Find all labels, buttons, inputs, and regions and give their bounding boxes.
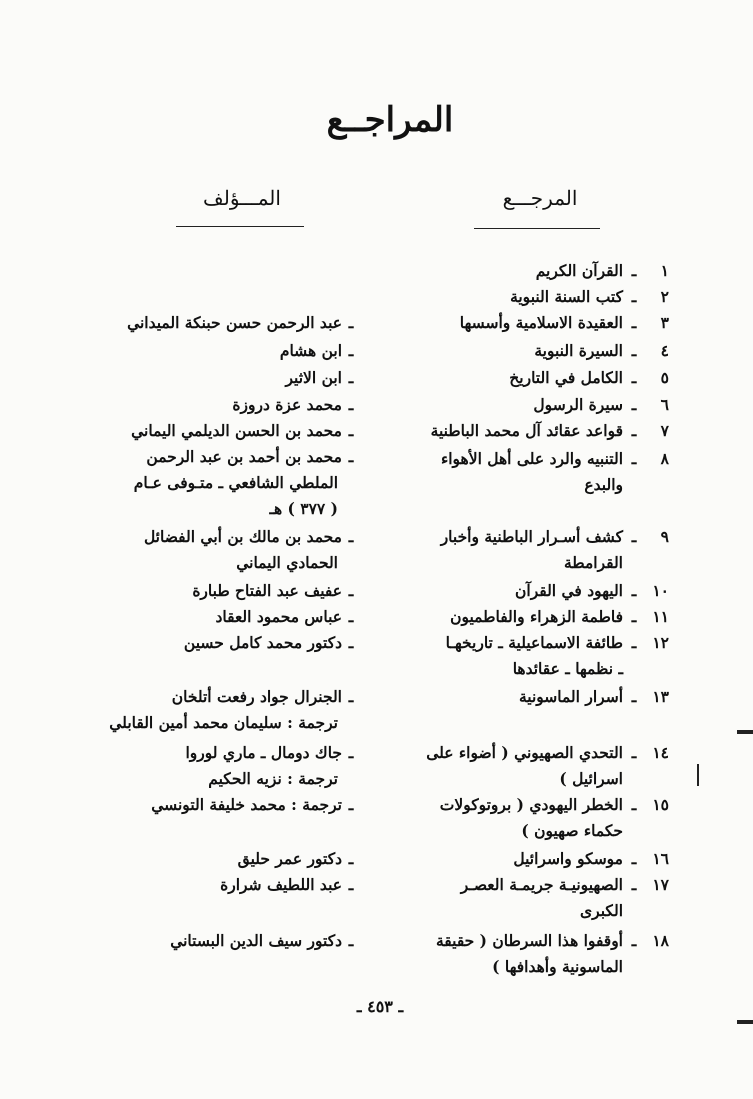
ref-title: كتب السنة النبوية	[510, 287, 623, 306]
author-name: دكتور سيف الدين البستاني	[170, 931, 342, 950]
page-number: ـ ٤٥٣ ـ	[356, 997, 404, 1016]
ref-title: اليهود في القرآن	[515, 581, 623, 600]
author-entry-16	[100, 846, 360, 872]
author-name: محمد عزة دروزة	[232, 395, 342, 414]
reference-entry-7	[399, 418, 669, 444]
author-name: الجنرال جواد رفعت أتلخان	[171, 687, 342, 706]
author-dash: ـ	[348, 795, 354, 814]
reference-entry-12	[399, 630, 669, 682]
ref-number: ١٠	[652, 581, 669, 600]
author-entry-10	[100, 578, 360, 604]
reference-entry-8	[399, 446, 669, 498]
reference-entry-17	[399, 872, 669, 924]
ref-dash: ـ	[631, 581, 637, 600]
reference-entry-16	[399, 846, 669, 872]
author-dash: ـ	[348, 395, 354, 414]
ref-dash: ـ	[631, 395, 637, 414]
ref-title-continued: حكماء صهيون )	[521, 821, 623, 840]
ref-title: الكامل في التاريخ	[509, 368, 623, 387]
ref-title: قواعد عقائد آل محمد الباطنية	[430, 421, 623, 440]
author-name-continued: الملطي الشافعي ـ متـوفى عـام	[133, 473, 338, 492]
page-title: المراجــع	[326, 100, 454, 140]
reference-column-header: المرجـــع	[502, 186, 578, 210]
ref-number: ٤	[660, 341, 669, 360]
ref-title: أوقفوا هذا السرطان ( حقيقة	[436, 931, 623, 950]
ref-number: ٣	[660, 313, 669, 332]
author-name: عفيف عبد الفتاح طبارة	[192, 581, 342, 600]
author-name: محمد بن أحمد بن عبد الرحمن	[146, 447, 342, 466]
ref-title: الخطر اليهودي ( بروتوكولات	[439, 795, 623, 814]
author-entry-3	[100, 310, 360, 336]
ref-number: ٨	[660, 449, 669, 468]
author-name: محمد بن مالك بن أبي الفضائل	[143, 527, 342, 546]
author-name: ابن هشام	[279, 341, 342, 360]
ref-number: ١٥	[652, 795, 669, 814]
ref-dash: ـ	[631, 875, 637, 894]
ref-dash: ـ	[631, 421, 637, 440]
ref-title-continued: القرامطة	[563, 553, 623, 572]
reference-entry-5	[399, 365, 669, 391]
author-name: دكتور محمد كامل حسين	[183, 633, 342, 652]
author-column-header: المـــؤلف	[203, 186, 281, 210]
ref-dash: ـ	[631, 449, 637, 468]
author-dash: ـ	[348, 931, 354, 950]
author-dash: ـ	[348, 421, 354, 440]
ref-number: ٥	[660, 368, 669, 387]
author-entry-17	[100, 872, 360, 898]
ref-dash: ـ	[631, 261, 637, 280]
ref-number: ١٦	[652, 849, 669, 868]
author-name: جاك دومال ـ ماري لوروا	[185, 743, 342, 762]
author-entry-11	[100, 604, 360, 630]
author-dash: ـ	[348, 368, 354, 387]
reference-entry-2	[399, 284, 669, 310]
author-entry-5	[100, 365, 360, 391]
ref-dash: ـ	[631, 607, 637, 626]
author-entry-8	[100, 444, 360, 522]
ref-title-continued: والبدع	[584, 475, 623, 494]
ref-title-continued: الماسونية وأهدافها )	[492, 957, 623, 976]
ref-title: الصهيونيـة جريمـة العصـر	[460, 875, 623, 894]
author-name: ابن الاثير	[285, 368, 342, 387]
author-dash: ـ	[348, 313, 354, 332]
ref-dash: ـ	[631, 287, 637, 306]
ref-title: السيرة النبوية	[534, 341, 623, 360]
reference-entry-3	[399, 310, 669, 336]
author-entry-14	[100, 740, 360, 792]
author-dash: ـ	[348, 527, 354, 546]
author-header-underline	[176, 226, 304, 227]
reference-entry-18	[399, 928, 669, 980]
author-dash: ـ	[348, 687, 354, 706]
reference-entry-4	[399, 338, 669, 364]
scan-edge-mark	[737, 1020, 753, 1024]
ref-title: فاطمة الزهراء والفاطميون	[450, 607, 623, 626]
ref-dash: ـ	[631, 633, 637, 652]
author-dash: ـ	[348, 447, 354, 466]
ref-title: العقيدة الاسلامية وأسسها	[459, 313, 623, 332]
reference-entry-15	[399, 792, 669, 844]
ref-dash: ـ	[631, 795, 637, 814]
scan-edge-mark	[737, 730, 753, 734]
ref-title: موسكو واسرائيل	[513, 849, 623, 868]
ref-number: ١٨	[652, 931, 669, 950]
ref-number: ٢	[660, 287, 669, 306]
ref-title: كشف أسـرار الباطنية وأخبار	[440, 527, 623, 546]
ref-title-continued: اسرائيل )	[559, 769, 623, 788]
ref-dash: ـ	[631, 931, 637, 950]
author-entry-4	[100, 338, 360, 364]
author-entry-12	[100, 630, 360, 656]
ref-title: سيرة الرسول	[533, 395, 623, 414]
ref-title: طائفة الاسماعيلية ـ تاريخهـا	[445, 633, 623, 652]
author-death-year: ( ٣٧٧ ) هـ	[269, 499, 338, 518]
ref-title: القرآن الكريم	[535, 261, 623, 280]
ref-dash: ـ	[631, 687, 637, 706]
author-entry-9	[100, 524, 360, 576]
ref-number: ١٧	[652, 875, 669, 894]
ref-dash: ـ	[631, 743, 637, 762]
author-entry-7	[100, 418, 360, 444]
author-name: محمد بن الحسن الديلمي اليماني	[131, 421, 342, 440]
reference-entry-9	[399, 524, 669, 576]
reference-entry-1	[399, 258, 669, 284]
reference-header-underline	[474, 228, 600, 229]
ref-dash: ـ	[631, 368, 637, 387]
author-dash: ـ	[348, 875, 354, 894]
reference-entry-11	[399, 604, 669, 630]
ref-title: أسرار الماسونية	[518, 687, 623, 706]
author-name: ترجمة : محمد خليفة التونسي	[151, 795, 342, 814]
translator-line: ترجمة : نزيه الحكيم	[208, 769, 338, 788]
scan-stray-mark	[697, 764, 699, 786]
author-entry-6	[100, 392, 360, 418]
author-entry-18	[100, 928, 360, 954]
ref-title-continued: ـ نظمها ـ عقائدها	[512, 659, 623, 678]
reference-entry-13	[399, 684, 669, 710]
author-name: عباس محمود العقاد	[215, 607, 342, 626]
reference-entry-6	[399, 392, 669, 418]
author-name: دكتور عمر حليق	[237, 849, 342, 868]
ref-dash: ـ	[631, 849, 637, 868]
ref-number: ١٤	[652, 743, 669, 762]
reference-entry-14	[399, 740, 669, 792]
author-entry-15	[100, 792, 360, 818]
ref-title: التنبيه والرد على أهل الأهواء	[440, 449, 623, 468]
ref-number: ١١	[652, 607, 669, 626]
ref-number: ١	[660, 261, 669, 280]
author-name: عبد الرحمن حسن حبنكة الميداني	[127, 313, 342, 332]
author-dash: ـ	[348, 607, 354, 626]
reference-entry-10	[399, 578, 669, 604]
author-dash: ـ	[348, 341, 354, 360]
translator-line: ترجمة : سليمان محمد أمين القابلي	[109, 713, 338, 732]
author-dash: ـ	[348, 581, 354, 600]
ref-title: التحدي الصهيوني ( أضواء على	[426, 743, 623, 762]
ref-title-continued: الكبرى	[580, 901, 623, 920]
author-dash: ـ	[348, 743, 354, 762]
author-entry-13	[100, 684, 360, 736]
ref-dash: ـ	[631, 313, 637, 332]
author-name: عبد اللطيف شرارة	[220, 875, 342, 894]
ref-number: ٩	[660, 527, 669, 546]
ref-number: ١٢	[652, 633, 669, 652]
ref-dash: ـ	[631, 527, 637, 546]
author-dash: ـ	[348, 633, 354, 652]
ref-number: ١٣	[652, 687, 669, 706]
author-dash: ـ	[348, 849, 354, 868]
ref-number: ٦	[660, 395, 669, 414]
ref-dash: ـ	[631, 341, 637, 360]
ref-number: ٧	[660, 421, 669, 440]
author-name-continued: الحمادي اليماني	[236, 553, 338, 572]
